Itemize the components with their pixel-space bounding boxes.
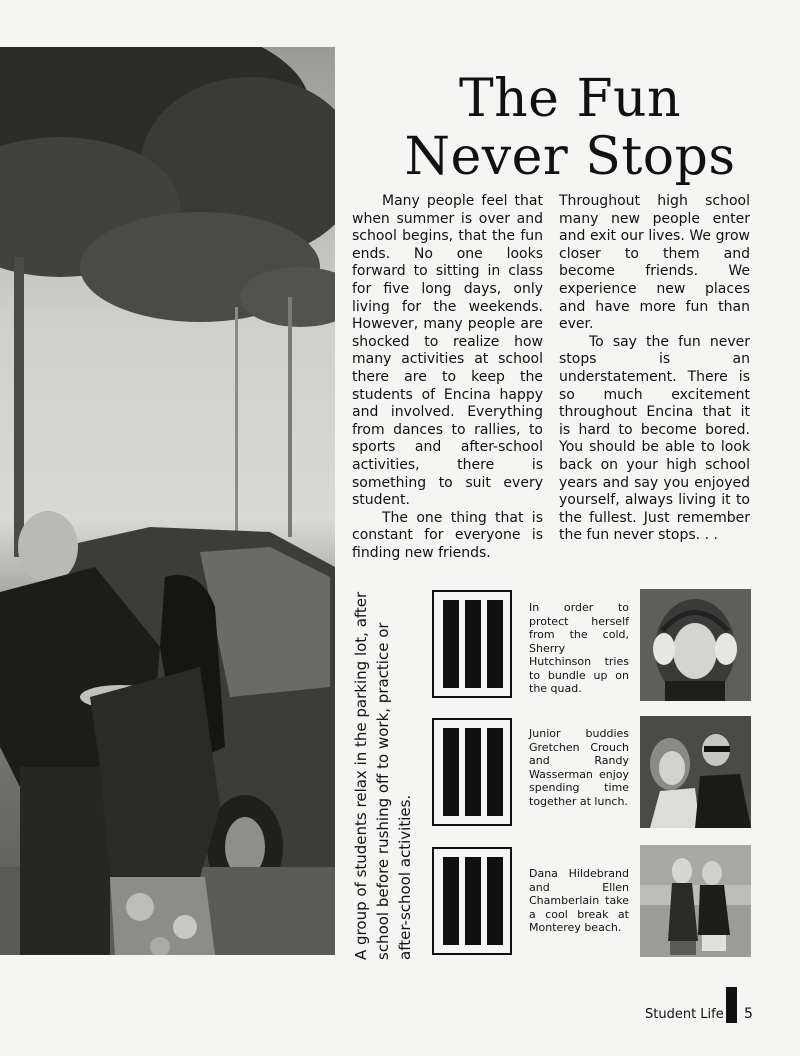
photo-caption-3: Dana Hildebrand and Ellen Chamberlain take a cool break at Monterey beach. bbox=[529, 867, 629, 934]
main-photo-caption: A group of students relax in the parking lot, after school before rushing off to work, practice or after-school activities. bbox=[352, 591, 414, 960]
photo-illustration bbox=[640, 845, 751, 957]
title-line-2: Never Stops bbox=[404, 127, 736, 187]
bar-stripe bbox=[443, 728, 459, 816]
body-paragraph: To say the fun never stops is an understatement. There is so much excitement throughout Encina that it is hard to become bored. You should be able to look back on your high school years and say you enjoyed yourself, always living it to the fullest. Just remember the fun never stops. . . bbox=[559, 333, 750, 544]
photo-illustration bbox=[0, 47, 335, 955]
photo-beach-friends bbox=[640, 845, 751, 957]
bars-decoration bbox=[432, 847, 512, 955]
bar-stripe bbox=[465, 857, 481, 945]
photo-buddies-lunch bbox=[640, 716, 751, 828]
body-paragraph: Throughout high school many new people enter and exit our lives. We grow closer to them and become friends. We experience new places and have more fun than ever. bbox=[559, 193, 750, 333]
body-paragraph: Many people feel that when summer is over and school begins, that the fun ends. No one looks forward to sitting in class for five long days, only living for the weekends. However, many people are shocked to realize how many activities at school there are to keep the students of Encina happy and involved. Everything from dances to rallies, to sports and after-school activities, there is something to suit every student. bbox=[352, 193, 543, 509]
body-paragraph: The one thing that is constant for everyone is finding new friends. bbox=[352, 509, 543, 561]
bars-decoration bbox=[432, 718, 512, 826]
bar-stripe bbox=[443, 857, 459, 945]
bars-decoration bbox=[432, 590, 512, 698]
main-photo-caption-wrap bbox=[350, 590, 422, 960]
page-title bbox=[360, 70, 780, 186]
body-column-2 bbox=[559, 193, 750, 545]
bar-stripe bbox=[465, 600, 481, 688]
footer-bar bbox=[726, 987, 737, 1023]
main-photo-students-parking-lot bbox=[0, 47, 335, 955]
photo-girl-earmuffs bbox=[640, 589, 751, 701]
page-number: 5 bbox=[744, 1006, 753, 1022]
title-line-1: The Fun bbox=[458, 69, 682, 129]
photo-caption-1: In order to protect herself from the cold, Sherry Hutchinson tries to bundle up on the quad. bbox=[529, 601, 629, 695]
footer-section-label: Student Life bbox=[645, 1007, 724, 1022]
photo-illustration bbox=[640, 589, 751, 701]
bar-stripe bbox=[487, 728, 503, 816]
photo-caption-2: Junior buddies Gretchen Crouch and Randy Wasserman enjoy spending time together at lunch. bbox=[529, 727, 629, 808]
bar-stripe bbox=[465, 728, 481, 816]
bar-stripe bbox=[487, 857, 503, 945]
bar-stripe bbox=[443, 600, 459, 688]
bar-stripe bbox=[487, 600, 503, 688]
body-column-1 bbox=[352, 193, 543, 562]
photo-illustration bbox=[640, 716, 751, 828]
